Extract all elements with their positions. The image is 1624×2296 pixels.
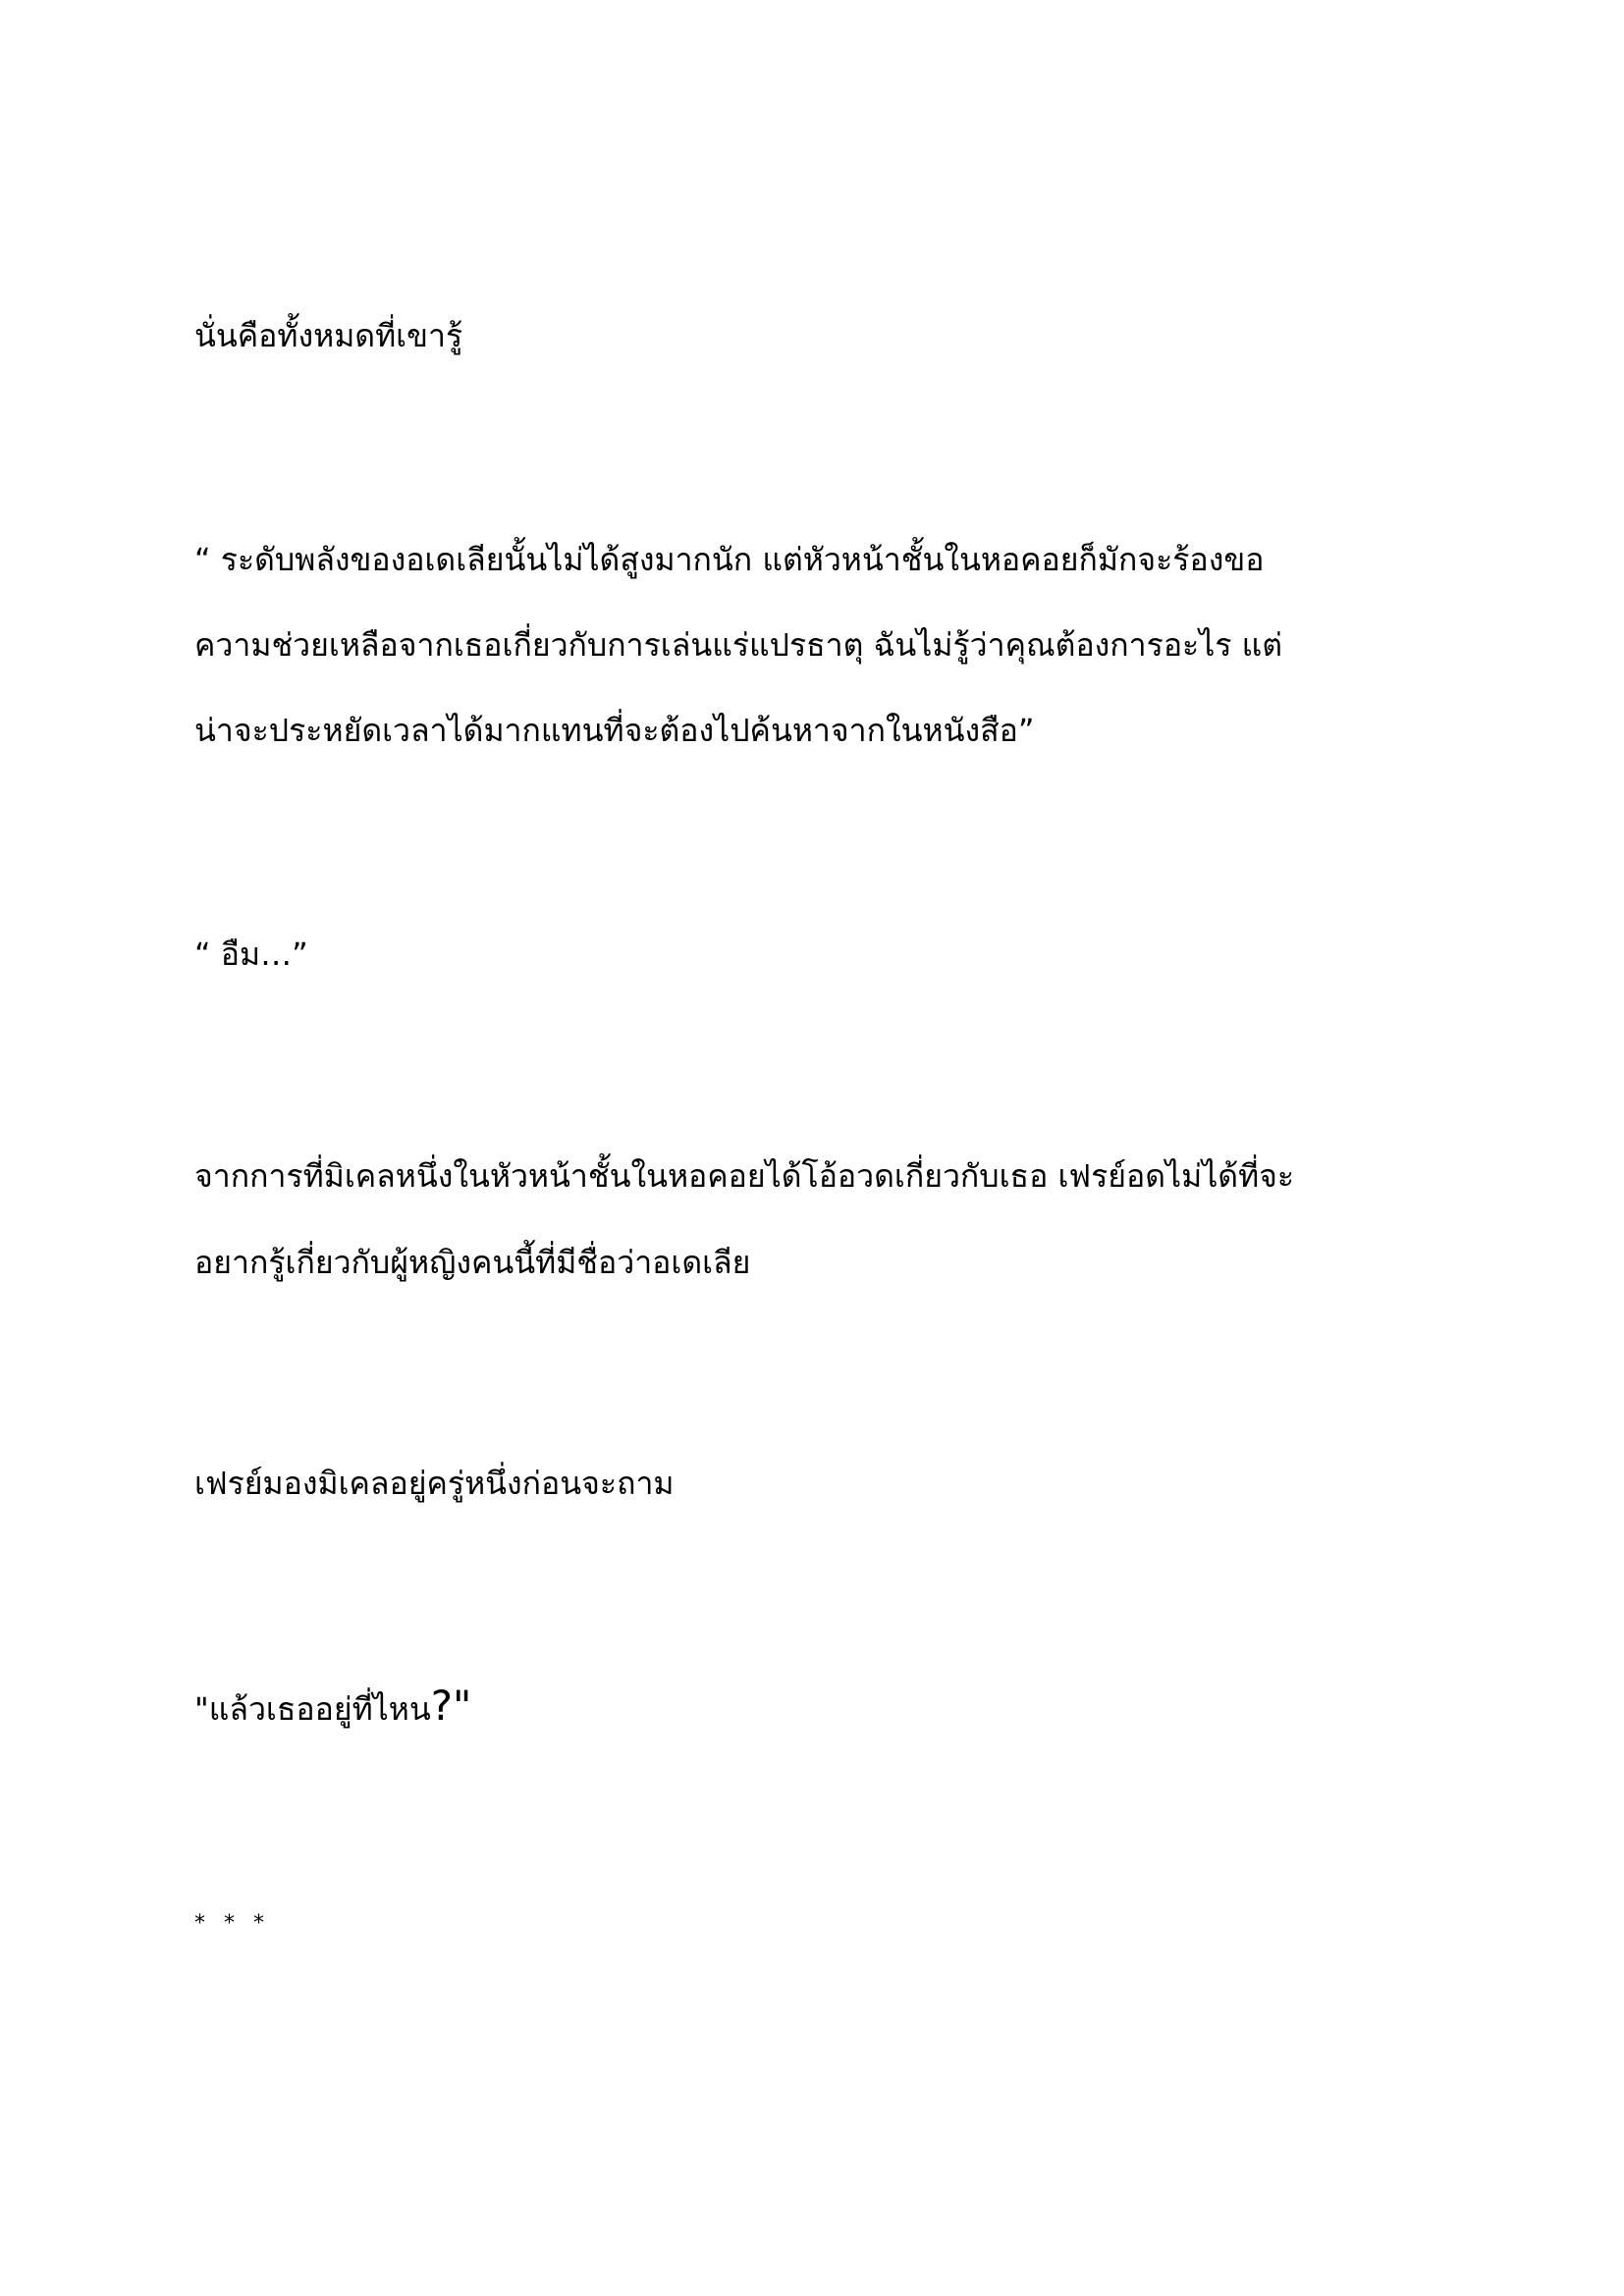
scene-separator: * * * [194,1911,270,1936]
dialogue-line-3: น่าจะประหยัดเวลาได้มากแทนที่จะต้องไปค้นหาจากในหนังสือ” [194,712,1035,749]
dialogue-question [194,1682,472,1730]
paragraph-narration-2-line-1: จากการที่มิเคลหนึ่งในหัวหน้าชั้นในหอคอยได้โอ้อวดเกี่ยวกับเธอ เฟรย์อดไม่ได้ที่จะ [194,1157,1295,1195]
dialogue-question-text: "แล้วเธออยู่ที่ไหน [194,1690,431,1728]
paragraph-narration-1: นั่นคือทั้งหมดที่เขารู้ [194,317,463,354]
paragraph-narration-3: เฟรย์มองมิเคลอยู่ครู่หนึ่งก่อนจะถาม [194,1465,675,1502]
dialogue-line-1: “ ระดับพลังของอเดเลียนั้นไม่ได้สูงมากนัก แต่หัวหน้าชั้นในหอคอยก็มักจะร้องขอ [194,541,1265,578]
paragraph-narration-2-line-2: อยากรู้เกี่ยวกับผู้หญิงคนนี้ที่มีชื่อว่าอเดเลีย [194,1244,751,1281]
dialogue-short: “ อืม…” [194,935,308,973]
dialogue-question-mark: ?" [430,1682,472,1730]
dialogue-line-2: ความช่วยเหลือจากเธอเกี่ยวกับการเล่นแร่แปรธาตุ ฉันไม่รู้ว่าคุณต้องการอะไร แต่ [194,626,1283,664]
